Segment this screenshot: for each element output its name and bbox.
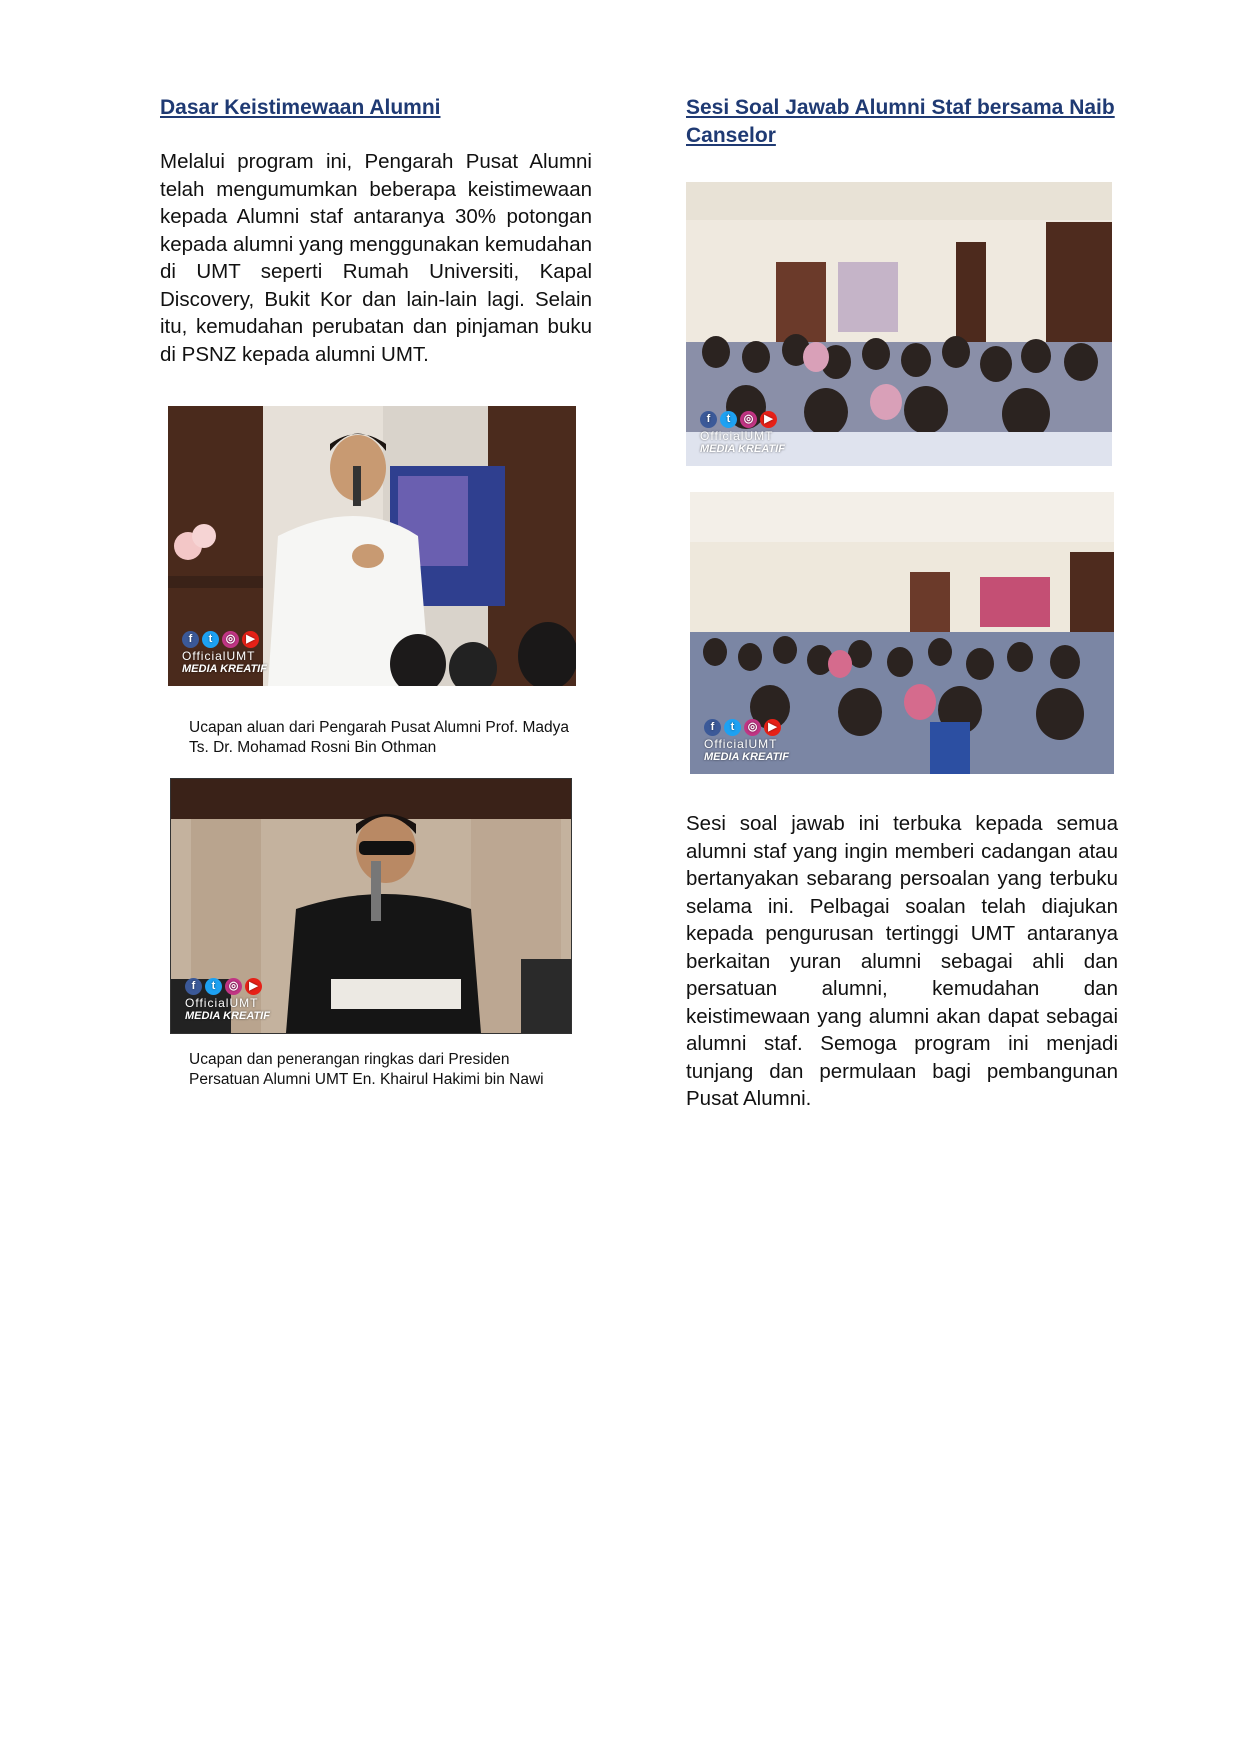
facebook-icon: f [185,978,202,995]
watermark-official-umt [704,719,789,764]
watermark-official-umt [182,631,267,676]
youtube-icon: ▶ [242,631,259,648]
watermark-official-umt [700,411,785,456]
heading-dasar-keistimewaan: Dasar Keistimewaan Alumni [160,96,441,119]
youtube-icon: ▶ [245,978,262,995]
watermark-studio: MEDIA KREATIF [185,1010,270,1022]
paragraph-keistimewaan: Melalui program ini, Pengarah Pusat Alumni telah mengumumkan beberapa keistimewaan kepada Alumni staf antaranya 30% potongan kepada alumni yang menggunakan kemudahan di UMT seperti Rumah Universiti, Kapal Discovery, Bukit Kor dan lain-lain lagi. Selain itu, kemudahan perubatan dan pinjaman buku di PSNZ kepada alumni UMT. [160,150,592,366]
twitter-icon: t [724,719,741,736]
twitter-icon: t [720,411,737,428]
instagram-icon: ◎ [740,411,757,428]
twitter-icon: t [202,631,219,648]
photo-audience-2 [690,492,1114,774]
instagram-icon: ◎ [225,978,242,995]
watermark-official-umt [185,978,270,1023]
caption-pengarah: Ucapan aluan dari Pengarah Pusat Alumni Prof. Madya Ts. Dr. Mohamad Rosni Bin Othman [189,719,569,756]
watermark-brand: OfficialUMT [182,649,256,663]
heading-sesi-soal-jawab: Sesi Soal Jawab Alumni Staf bersama Naib Canselor [686,96,1115,147]
watermark-brand: OfficialUMT [185,996,259,1010]
watermark-brand: OfficialUMT [704,737,778,751]
watermark-studio: MEDIA KREATIF [704,751,789,763]
watermark-studio: MEDIA KREATIF [700,443,785,455]
photo-pengarah-speech [168,406,576,686]
caption-presiden: Ucapan dan penerangan ringkas dari Presiden Persatuan Alumni UMT En. Khairul Hakimi bin Nawi [189,1051,544,1088]
youtube-icon: ▶ [764,719,781,736]
watermark-studio: MEDIA KREATIF [182,663,267,675]
instagram-icon: ◎ [222,631,239,648]
watermark-brand: OfficialUMT [700,429,774,443]
photo-presiden-speech [170,778,572,1034]
youtube-icon: ▶ [760,411,777,428]
facebook-icon: f [700,411,717,428]
facebook-icon: f [704,719,721,736]
instagram-icon: ◎ [744,719,761,736]
photo-audience-1 [686,182,1112,466]
paragraph-sesi-soal-jawab: Sesi soal jawab ini terbuka kepada semua alumni staf yang ingin memberi cadangan atau bertanyakan sebarang persoalan yang terbuku selama ini. Pelbagai soalan telah diajukan kepada pengurusan tertinggi UMT antaranya berkaitan yuran alumni sebagai ahli dan persatuan alumni, kemudahan dan keistimewaan yang alumni akan dapat sebagai alumni staf. Semoga program ini menjadi tunjang dan permulaan bagi pembangunan Pusat Alumni. [686,812,1118,1110]
facebook-icon: f [182,631,199,648]
twitter-icon: t [205,978,222,995]
